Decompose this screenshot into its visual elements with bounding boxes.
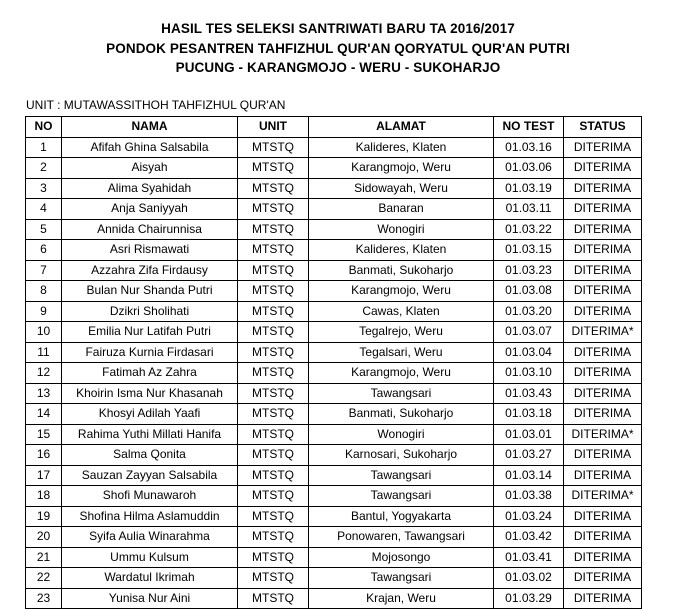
cell-nama: Sauzan Zayyan Salsabila [62,465,238,486]
cell-no: 8 [26,281,62,302]
table-row [26,506,642,527]
cell-no-test: 01.03.15 [494,240,564,261]
cell-nama: Afifah Ghina Salsabila [62,137,238,158]
cell-alamat: Karangmojo, Weru [309,363,494,384]
cell-alamat: Kalideres, Klaten [309,240,494,261]
table-row [26,281,642,302]
cell-unit: MTSTQ [238,322,309,343]
cell-nama: Annida Chairunnisa [62,219,238,240]
cell-status: DITERIMA [564,260,642,281]
cell-unit: MTSTQ [238,240,309,261]
cell-unit: MTSTQ [238,301,309,322]
cell-status: DITERIMA [564,281,642,302]
cell-no: 3 [26,178,62,199]
table-row [26,445,642,466]
cell-no-test: 01.03.18 [494,404,564,425]
cell-unit: MTSTQ [238,486,309,507]
cell-alamat: Karangmojo, Weru [309,158,494,179]
cell-no: 6 [26,240,62,261]
cell-status: DITERIMA [564,568,642,589]
column-header-alamat: ALAMAT [309,117,494,138]
cell-alamat: Tawangsari [309,383,494,404]
cell-nama: Dzikri Sholihati [62,301,238,322]
cell-no: 16 [26,445,62,466]
cell-no-test: 01.03.11 [494,199,564,220]
table-row [26,486,642,507]
cell-no-test: 01.03.20 [494,301,564,322]
cell-no: 21 [26,547,62,568]
column-header-no-test: NO TEST [494,117,564,138]
table-row [26,178,642,199]
cell-no-test: 01.03.41 [494,547,564,568]
cell-no: 2 [26,158,62,179]
cell-nama: Fairuza Kurnia Firdasari [62,342,238,363]
cell-no-test: 01.03.43 [494,383,564,404]
cell-no: 20 [26,527,62,548]
cell-no: 1 [26,137,62,158]
table-row [26,219,642,240]
cell-unit: MTSTQ [238,547,309,568]
cell-status: DITERIMA [564,199,642,220]
cell-no-test: 01.03.42 [494,527,564,548]
cell-alamat: Banaran [309,199,494,220]
cell-nama: Asri Rismawati [62,240,238,261]
cell-no: 5 [26,219,62,240]
cell-unit: MTSTQ [238,137,309,158]
cell-unit: MTSTQ [238,281,309,302]
cell-nama: Khosyi Adilah Yaafi [62,404,238,425]
table-row [26,424,642,445]
cell-no-test: 01.03.14 [494,465,564,486]
cell-alamat: Karnosari, Sukoharjo [309,445,494,466]
cell-nama: Fatimah Az Zahra [62,363,238,384]
cell-status: DITERIMA [564,404,642,425]
table-row [26,301,642,322]
cell-no-test: 01.03.10 [494,363,564,384]
cell-status: DITERIMA [564,506,642,527]
title-line-1: HASIL TES SELEKSI SANTRIWATI BARU TA 2016/2017 [161,21,515,36]
cell-nama: Azzahra Zifa Firdausy [62,260,238,281]
cell-nama: Anja Saniyyah [62,199,238,220]
cell-no-test: 01.03.16 [494,137,564,158]
cell-unit: MTSTQ [238,527,309,548]
cell-nama: Salma Qonita [62,445,238,466]
cell-alamat: Banmati, Sukoharjo [309,404,494,425]
cell-no: 12 [26,363,62,384]
cell-unit: MTSTQ [238,445,309,466]
column-header-unit: UNIT [238,117,309,138]
cell-unit: MTSTQ [238,404,309,425]
cell-unit: MTSTQ [238,506,309,527]
cell-status: DITERIMA [564,137,642,158]
cell-status: DITERIMA [564,445,642,466]
table-row [26,383,642,404]
cell-nama: Ummu Kulsum [62,547,238,568]
cell-no-test: 01.03.02 [494,568,564,589]
cell-nama: Emilia Nur Latifah Putri [62,322,238,343]
cell-status: DITERIMA [564,301,642,322]
cell-status: DITERIMA [564,363,642,384]
table-row [26,137,642,158]
cell-alamat: Tawangsari [309,568,494,589]
cell-alamat: Wonogiri [309,424,494,445]
cell-alamat: Tawangsari [309,465,494,486]
cell-alamat: Tawangsari [309,486,494,507]
cell-status: DITERIMA [564,342,642,363]
cell-alamat: Karangmojo, Weru [309,281,494,302]
cell-no-test: 01.03.19 [494,178,564,199]
cell-alamat: Cawas, Klaten [309,301,494,322]
cell-unit: MTSTQ [238,424,309,445]
table-row [26,568,642,589]
cell-nama: Alima Syahidah [62,178,238,199]
cell-no: 22 [26,568,62,589]
table-row [26,363,642,384]
table-row [26,465,642,486]
cell-no-test: 01.03.27 [494,445,564,466]
cell-no: 19 [26,506,62,527]
column-header-status: STATUS [564,117,642,138]
cell-unit: MTSTQ [238,260,309,281]
cell-no-test: 01.03.07 [494,322,564,343]
cell-status: DITERIMA [564,240,642,261]
cell-nama: Aisyah [62,158,238,179]
cell-alamat: Banmati, Sukoharjo [309,260,494,281]
cell-status: DITERIMA [564,465,642,486]
cell-no-test: 01.03.06 [494,158,564,179]
cell-nama: Khoirin Isma Nur Khasanah [62,383,238,404]
cell-alamat: Mojosongo [309,547,494,568]
cell-status: DITERIMA [564,588,642,609]
cell-no: 4 [26,199,62,220]
cell-no: 18 [26,486,62,507]
table-row [26,527,642,548]
cell-nama: Yunisa Nur Aini [62,588,238,609]
table-row [26,588,642,609]
cell-unit: MTSTQ [238,199,309,220]
cell-alamat: Tegalrejo, Weru [309,322,494,343]
column-header-nama: NAMA [62,117,238,138]
cell-status: DITERIMA* [564,424,642,445]
cell-unit: MTSTQ [238,219,309,240]
document-header [0,19,676,78]
table-row [26,322,642,343]
cell-no: 7 [26,260,62,281]
cell-no: 10 [26,322,62,343]
table-row [26,240,642,261]
results-table [25,116,642,609]
cell-nama: Syifa Aulia Winarahma [62,527,238,548]
cell-status: DITERIMA [564,547,642,568]
table-row [26,199,642,220]
cell-alamat: Krajan, Weru [309,588,494,609]
cell-nama: Bulan Nur Shanda Putri [62,281,238,302]
cell-alamat: Kalideres, Klaten [309,137,494,158]
cell-no: 17 [26,465,62,486]
cell-nama: Wardatul Ikrimah [62,568,238,589]
cell-unit: MTSTQ [238,363,309,384]
cell-unit: MTSTQ [238,158,309,179]
cell-nama: Shofi Munawaroh [62,486,238,507]
column-header-no: NO [26,117,62,138]
cell-alamat: Sidowayah, Weru [309,178,494,199]
cell-alamat: Ponowaren, Tawangsari [309,527,494,548]
cell-unit: MTSTQ [238,178,309,199]
table-header-row [26,117,642,138]
cell-alamat: Tegalsari, Weru [309,342,494,363]
cell-alamat: Wonogiri [309,219,494,240]
cell-no: 11 [26,342,62,363]
table-row [26,547,642,568]
cell-status: DITERIMA* [564,486,642,507]
cell-status: DITERIMA [564,158,642,179]
cell-no-test: 01.03.29 [494,588,564,609]
table-body [26,137,642,609]
cell-no: 13 [26,383,62,404]
cell-unit: MTSTQ [238,588,309,609]
cell-no-test: 01.03.01 [494,424,564,445]
cell-unit: MTSTQ [238,342,309,363]
cell-status: DITERIMA [564,527,642,548]
cell-unit: MTSTQ [238,465,309,486]
cell-status: DITERIMA [564,178,642,199]
cell-status: DITERIMA [564,219,642,240]
cell-no: 23 [26,588,62,609]
cell-nama: Rahima Yuthi Millati Hanifa [62,424,238,445]
cell-no-test: 01.03.04 [494,342,564,363]
cell-no-test: 01.03.24 [494,506,564,527]
cell-nama: Shofina Hilma Aslamuddin [62,506,238,527]
cell-no-test: 01.03.22 [494,219,564,240]
cell-unit: MTSTQ [238,568,309,589]
unit-label: UNIT : MUTAWASSITHOH TAHFIZHUL QUR'AN [26,98,286,112]
cell-no-test: 01.03.23 [494,260,564,281]
cell-no-test: 01.03.38 [494,486,564,507]
cell-no: 14 [26,404,62,425]
cell-status: DITERIMA [564,383,642,404]
table-row [26,404,642,425]
table-row [26,158,642,179]
cell-status: DITERIMA* [564,322,642,343]
title-line-3: PUCUNG - KARANGMOJO - WERU - SUKOHARJO [175,60,501,75]
cell-unit: MTSTQ [238,383,309,404]
table-row [26,260,642,281]
cell-alamat: Bantul, Yogyakarta [309,506,494,527]
cell-no: 15 [26,424,62,445]
cell-no: 9 [26,301,62,322]
cell-no-test: 01.03.08 [494,281,564,302]
title-line-2: PONDOK PESANTREN TAHFIZHUL QUR'AN QORYATUL QUR'AN PUTRI [106,40,570,56]
table-row [26,342,642,363]
